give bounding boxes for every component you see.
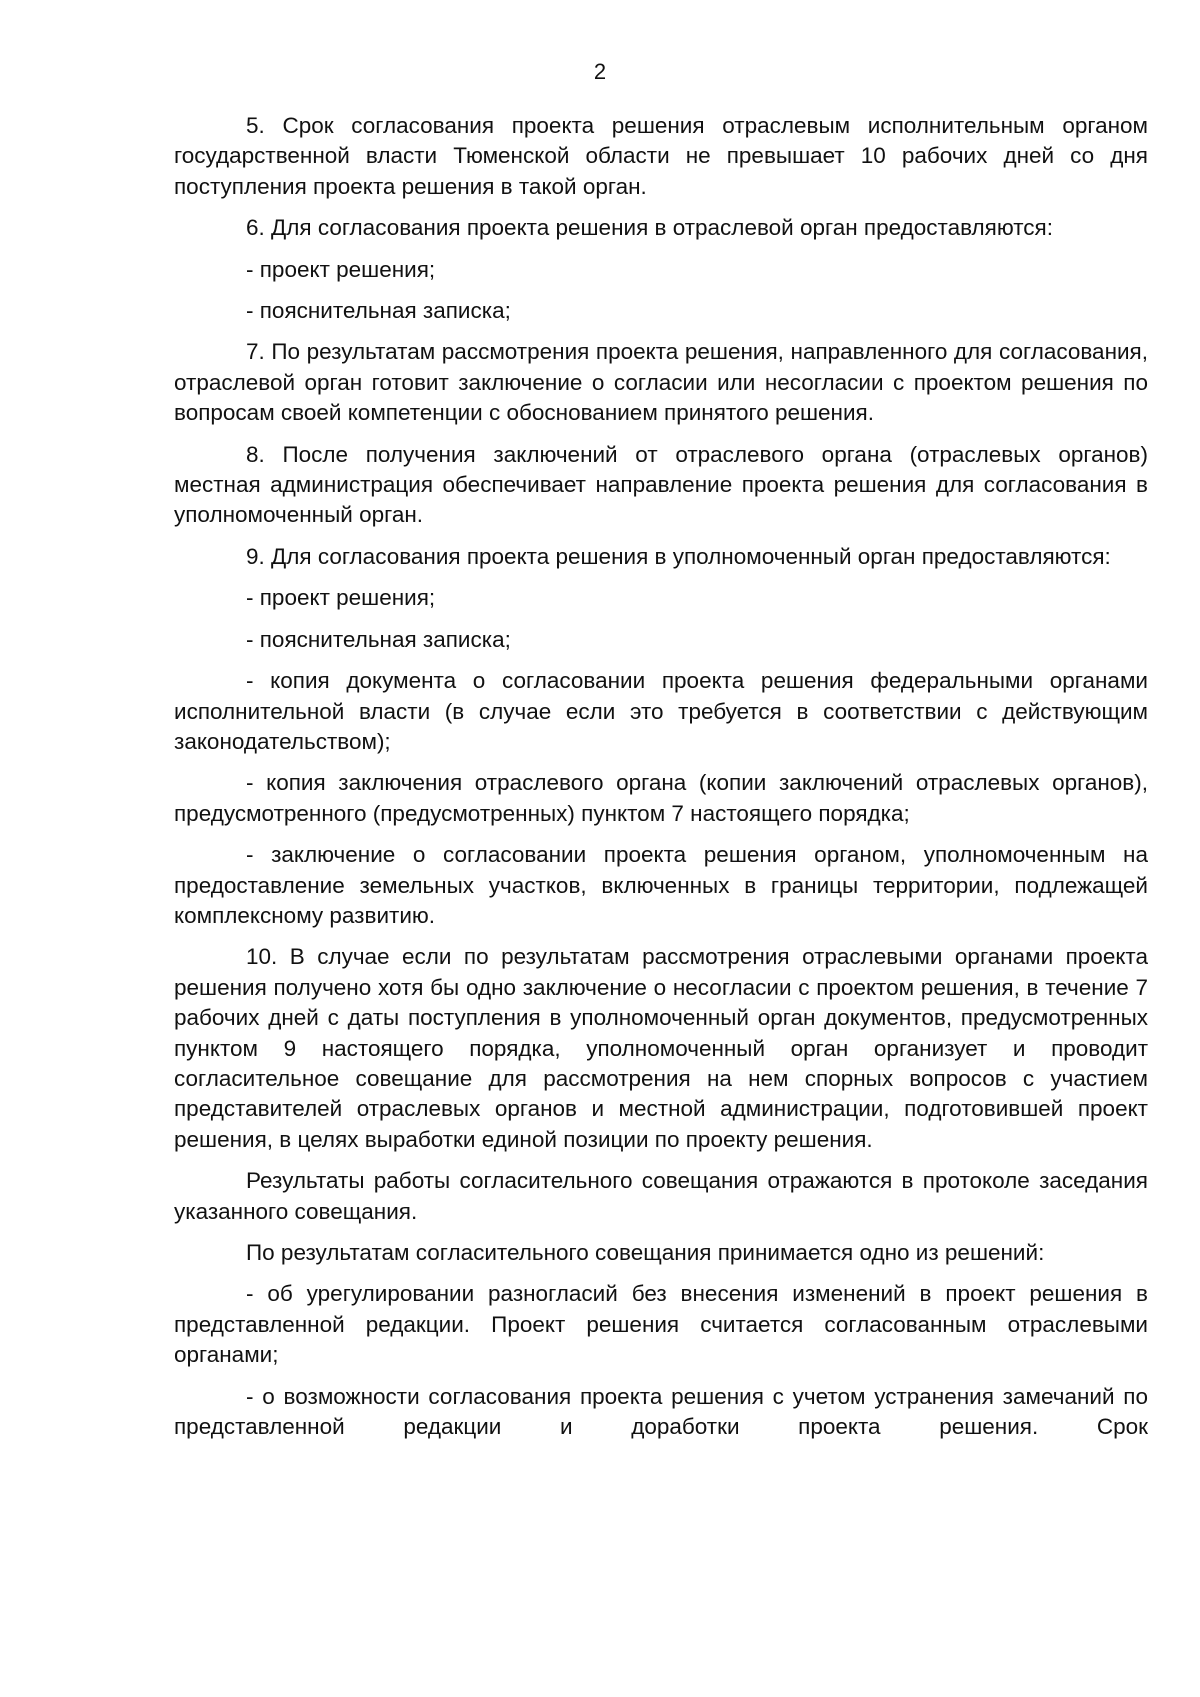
list-item: - пояснительная записка;: [246, 298, 511, 324]
page-number: 2: [593, 59, 607, 84]
paragraph-item-5: 5. Срок согласования проекта решения отраслевым исполнительным органом государственной власти Тюменской области не превышает 10 рабочих дней со дня поступления проекта решения в такой орган.: [174, 113, 1148, 199]
list-item: - копия документа о согласовании проекта решения федеральными органами исполнительной власти (в случае если это требуется в соответствии с действующим законодательством);: [174, 668, 1148, 754]
list-item: - об урегулировании разногласий без внесения изменений в проект решения в представленной редакции. Проект решения считается согласованным отраслевыми органами;: [174, 1281, 1148, 1368]
paragraph-item-9: 9. Для согласования проекта решения в уполномоченный орган предоставляются:: [246, 543, 1111, 569]
paragraph-item-6: 6. Для согласования проекта решения в отраслевой орган предоставляются:: [246, 215, 1053, 241]
paragraph-item-8: 8. После получения заключений от отраслевого органа (отраслевых органов) местная администрация обеспечивает направление проекта решения для согласования в уполномоченный орган.: [174, 441, 1148, 528]
list-item: - проект решения;: [246, 256, 436, 282]
list-item: - о возможности согласования проекта решения с учетом устранения замечаний по представленной редакции и доработки проекта решения. Срок: [174, 1383, 1148, 1440]
list-item: - заключение о согласовании проекта решения органом, уполномоченным на предоставление земельных участков, включенных в границы территории, подлежащей комплексному развитию.: [174, 842, 1148, 928]
list-item: - копия заключения отраслевого органа (копии заключений отраслевых органов), предусмотренного (предусмотренных) пунктом 7 настоящего порядка;: [174, 770, 1148, 826]
document-body: [174, 111, 1148, 1442]
paragraph-results: Результаты работы согласительного совещания отражаются в протоколе заседания указанного совещания.: [174, 1168, 1148, 1224]
list-item: - проект решения;: [246, 585, 436, 611]
paragraph-item-7: 7. По результатам рассмотрения проекта решения, направленного для согласования, отраслевой орган готовит заключение о согласии или несогласии с проектом решения по вопросам своей компетенции с обоснованием принятого решения.: [174, 339, 1148, 426]
paragraph-item-10: 10. В случае если по результатам рассмотрения отраслевыми органами проекта решения получено хотя бы одно заключение о несогласии с проектом решения, в течение 7 рабочих дней с даты поступления в уполномоченный орган документов, предусмотренных пунктом 9 настоящего порядка, уполномоченный орган организует и проводит согласительное совещание для рассмотрения на нем спорных вопросов с участием представителей отраслевых органов и местной администрации, подготовившей проект решения, в целях выработки единой позиции по проекту решения.: [174, 944, 1148, 1152]
paragraph-decisions: По результатам согласительного совещания принимается одно из решений:: [246, 1240, 1045, 1265]
list-item: - пояснительная записка;: [246, 626, 511, 652]
